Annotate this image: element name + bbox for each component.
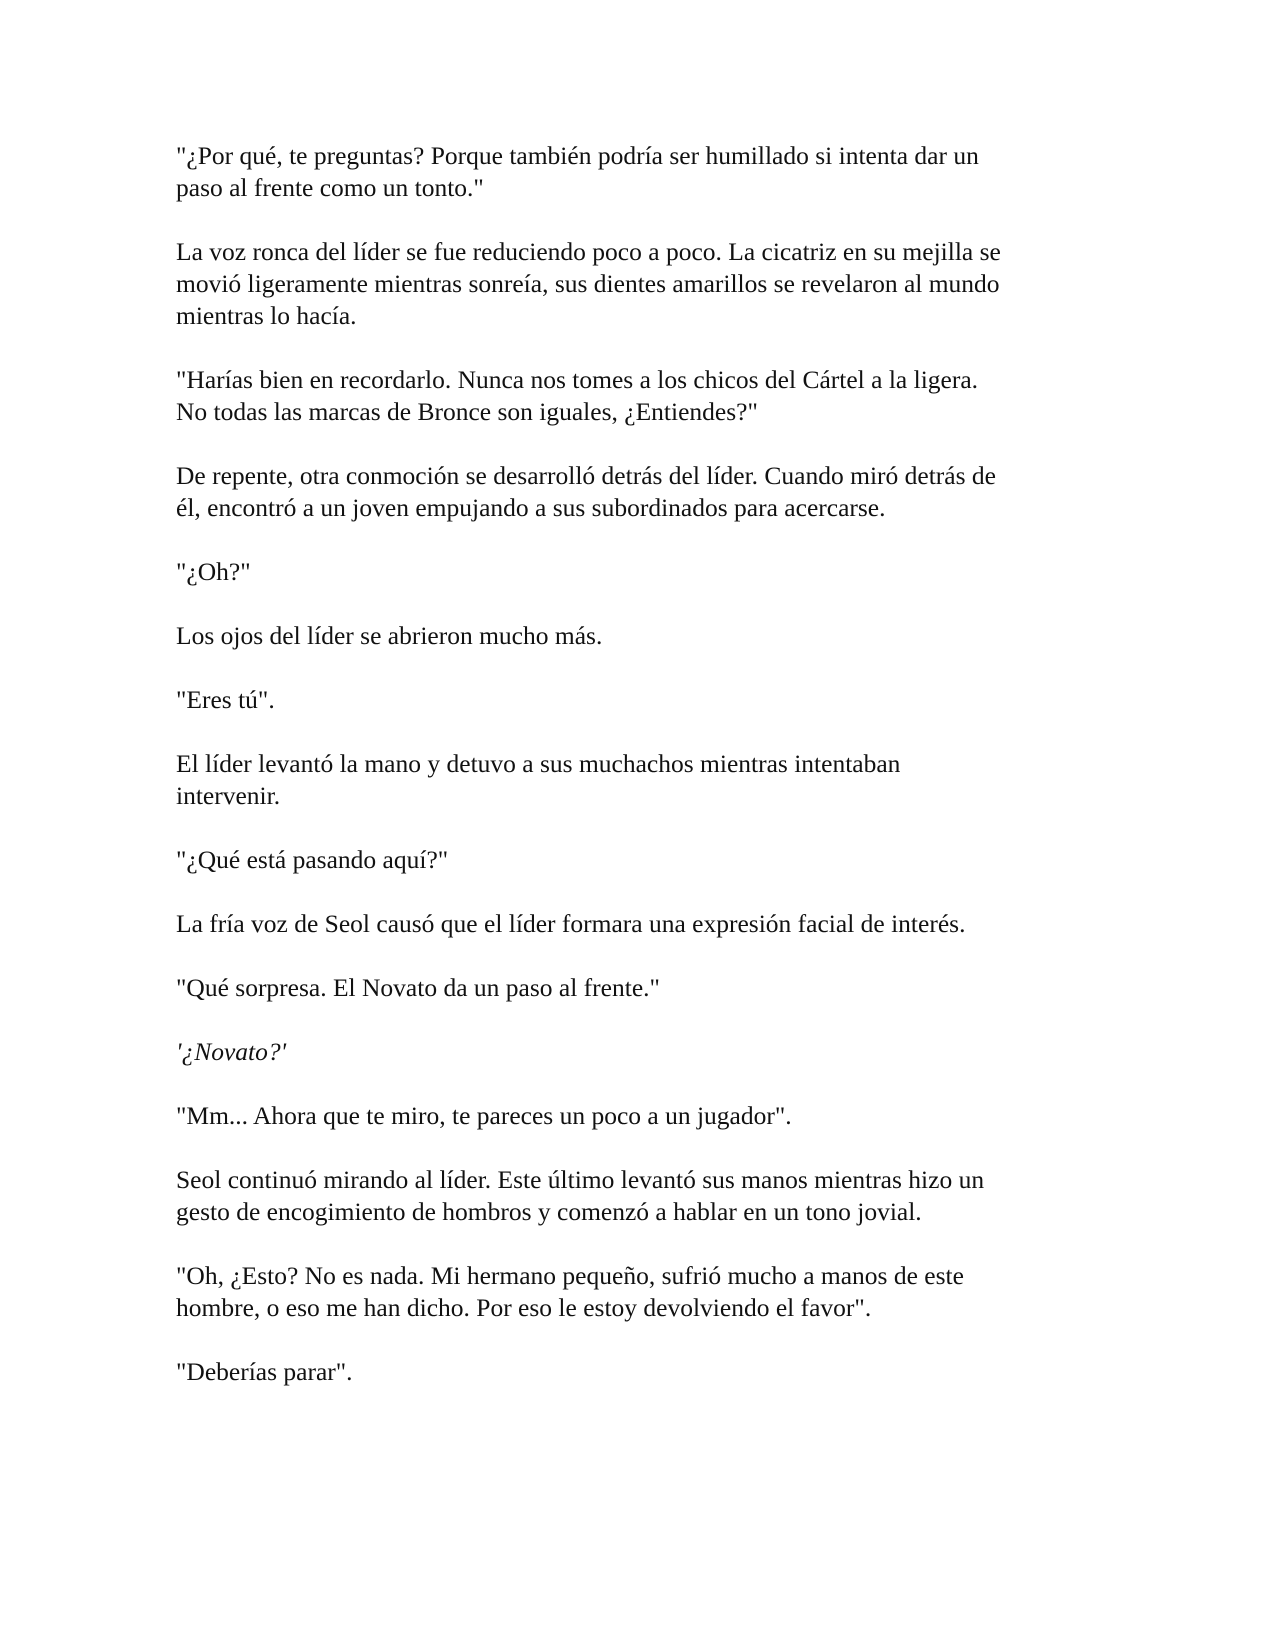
text-line: El líder levantó la mano y detuvo a sus muchachos mientras intentaban: [176, 749, 901, 778]
paragraph-3: [176, 364, 1106, 428]
text-line: "¿Por qué, te preguntas? Porque también podría ser humillado si intenta dar un: [176, 141, 979, 170]
text-line: "Oh, ¿Esto? No es nada. Mi hermano pequeño, sufrió mucho a manos de este: [176, 1261, 964, 1290]
paragraph-2: [176, 236, 1106, 332]
text-line: Seol continuó mirando al líder. Este último levantó sus manos mientras hizo un: [176, 1165, 985, 1194]
text-line: "Harías bien en recordarlo. Nunca nos tomes a los chicos del Cártel a la ligera.: [176, 365, 979, 394]
paragraph-13: [176, 1100, 1106, 1132]
text-line: "Deberías parar".: [176, 1357, 353, 1386]
text-line: paso al frente como un tonto.": [176, 173, 484, 202]
text-line: movió ligeramente mientras sonreía, sus dientes amarillos se revelaron al mundo: [176, 269, 1000, 298]
text-line: "¿Oh?": [176, 557, 251, 586]
text-line: '¿Novato?': [176, 1037, 287, 1066]
text-line: La voz ronca del líder se fue reduciendo poco a poco. La cicatriz en su mejilla se: [176, 237, 1001, 266]
text-line: "Eres tú".: [176, 685, 275, 714]
paragraph-10: [176, 908, 1106, 940]
text-line: La fría voz de Seol causó que el líder formara una expresión facial de interés.: [176, 909, 966, 938]
text-line: hombre, o eso me han dicho. Por eso le estoy devolviendo el favor".: [176, 1293, 872, 1322]
text-line: mientras lo hacía.: [176, 301, 357, 330]
document-page: [176, 140, 1106, 1420]
paragraph-1: [176, 140, 1106, 204]
paragraph-8: [176, 748, 1106, 812]
paragraph-11: [176, 972, 1106, 1004]
paragraph-6: [176, 620, 1106, 652]
paragraph-9: [176, 844, 1106, 876]
paragraph-4: [176, 460, 1106, 524]
text-line: gesto de encogimiento de hombros y comenzó a hablar en un tono jovial.: [176, 1197, 922, 1226]
text-line: él, encontró a un joven empujando a sus subordinados para acercarse.: [176, 493, 886, 522]
text-line: "Qué sorpresa. El Novato da un paso al frente.": [176, 973, 660, 1002]
paragraph-16: [176, 1356, 1106, 1388]
text-line: "¿Qué está pasando aquí?": [176, 845, 449, 874]
paragraph-7: [176, 684, 1106, 716]
paragraph-12-thought: [176, 1036, 1106, 1068]
paragraph-15: [176, 1260, 1106, 1324]
text-line: "Mm... Ahora que te miro, te pareces un poco a un jugador".: [176, 1101, 792, 1130]
text-line: Los ojos del líder se abrieron mucho más.: [176, 621, 603, 650]
text-line: No todas las marcas de Bronce son iguales, ¿Entiendes?": [176, 397, 758, 426]
text-line: intervenir.: [176, 781, 281, 810]
text-line: De repente, otra conmoción se desarrolló detrás del líder. Cuando miró detrás de: [176, 461, 996, 490]
paragraph-5: [176, 556, 1106, 588]
paragraph-14: [176, 1164, 1106, 1228]
